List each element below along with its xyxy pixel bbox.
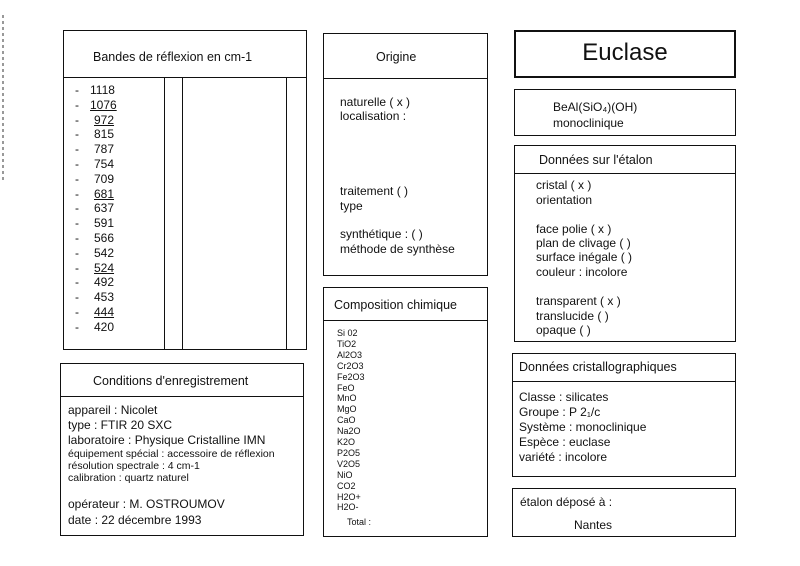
band-value: 1076	[90, 97, 117, 112]
origin-header	[324, 34, 487, 79]
band-value: 1118	[90, 83, 115, 97]
band-bullet: -	[75, 201, 79, 216]
band-bullet: -	[75, 231, 79, 245]
band-bullet: -	[75, 83, 79, 97]
band-row	[75, 216, 115, 231]
space-group-field: Groupe : P 2₁/c	[519, 405, 601, 419]
band-bullet: -	[75, 127, 79, 142]
reflection-bands-title: Bandes de réflexion en cm-1	[93, 50, 253, 64]
band-value: 787	[94, 142, 115, 157]
instrument-type-field: type : FTIR 20 SXC	[68, 418, 173, 432]
band-value: 453	[94, 290, 115, 305]
band-value: 492	[94, 275, 115, 290]
transparent-field: transparent ( x )	[536, 294, 621, 308]
composition-item: H2O+	[337, 491, 361, 502]
composition-item: MgO	[337, 404, 357, 415]
band-bullet: -	[75, 305, 79, 319]
composition-item: FeO	[337, 382, 355, 393]
operator-field: opérateur : M. OSTROUMOV	[68, 497, 225, 511]
laboratory-field: laboratoire : Physique Cristalline IMN	[68, 433, 266, 447]
composition-item: TiO2	[337, 338, 357, 349]
band-value: 444	[94, 305, 115, 319]
class-field: Classe : silicates	[519, 390, 609, 404]
band-value: 420	[94, 319, 115, 334]
deposit-box	[512, 488, 736, 537]
column-divider	[286, 78, 287, 349]
band-row	[75, 305, 115, 320]
band-bullet: -	[75, 157, 79, 171]
band-row	[75, 142, 115, 157]
band-row	[75, 186, 115, 202]
composition-item: CO2	[337, 480, 356, 491]
chemical-composition-panel	[323, 287, 488, 537]
variety-field: variété : incolore	[519, 450, 608, 464]
deposit-place: Nantes	[574, 518, 613, 532]
band-row	[75, 157, 115, 172]
band-row	[75, 171, 115, 187]
band-row	[75, 275, 115, 290]
composition-item: V2O5	[337, 458, 361, 469]
band-row	[75, 319, 115, 335]
band-bullet: -	[75, 260, 79, 275]
calibration-field: calibration : quartz naturel	[68, 472, 189, 484]
crystallographic-data-panel	[512, 353, 736, 477]
band-bullet: -	[75, 290, 79, 305]
date-field: date : 22 décembre 1993	[68, 513, 202, 527]
band-row	[75, 245, 115, 261]
sample-data-title: Données sur l'étalon	[539, 153, 653, 167]
column-divider	[182, 78, 183, 349]
composition-item: MnO	[337, 393, 357, 404]
band-value: 591	[94, 216, 115, 231]
origin-title: Origine	[376, 50, 417, 64]
band-bullet: -	[75, 319, 79, 334]
composition-item: H2O-	[337, 502, 359, 513]
mineral-title-box	[514, 30, 736, 78]
color-field: couleur : incolore	[536, 265, 628, 279]
crystallographic-data-header	[513, 354, 735, 382]
band-value: 524	[94, 260, 115, 275]
recording-conditions-header	[61, 364, 303, 397]
reflection-bands-header	[64, 31, 306, 78]
chemical-formula: BeAl(SiO₄)(OH)	[553, 100, 638, 114]
synthesis-method-field: méthode de synthèse	[340, 242, 455, 256]
sample-data-header	[515, 146, 735, 174]
band-value: 681	[94, 186, 115, 201]
column-divider	[164, 78, 165, 349]
synthetic-field: synthétique : ( )	[340, 227, 423, 241]
band-row	[75, 83, 115, 98]
band-row	[75, 231, 115, 246]
composition-item: CaO	[337, 415, 356, 426]
band-row	[75, 97, 117, 113]
band-bullet: -	[75, 216, 79, 231]
band-bullet: -	[75, 186, 79, 201]
location-field: localisation :	[340, 109, 407, 123]
band-bullet: -	[75, 97, 79, 112]
band-row	[75, 112, 115, 128]
crystallographic-data-title: Données cristallographiques	[519, 360, 677, 374]
formula-box	[514, 89, 736, 136]
species-field: Espèce : euclase	[519, 435, 611, 449]
composition-item: Cr2O3	[337, 360, 364, 371]
composition-item: Na2O	[337, 426, 361, 437]
recording-conditions-title: Conditions d'enregistrement	[93, 374, 249, 388]
treatment-field: traitement ( )	[340, 184, 409, 198]
band-bullet: -	[75, 112, 79, 127]
opaque-field: opaque ( )	[536, 323, 591, 337]
band-row	[75, 290, 115, 305]
composition-item: K2O	[337, 437, 356, 447]
origin-panel	[323, 33, 488, 276]
uneven-surface-field: surface inégale ( )	[536, 250, 633, 264]
total-field: Total :	[347, 517, 372, 527]
crystal-field: cristal ( x )	[536, 178, 592, 192]
type-field: type	[340, 199, 363, 213]
natural-field: naturelle ( x )	[340, 95, 411, 109]
chemical-composition-header	[324, 288, 487, 321]
mineral-name: Euclase	[582, 39, 668, 66]
translucent-field: translucide ( )	[536, 309, 609, 323]
spectral-resolution-field: résolution spectrale : 4 cm-1	[68, 460, 200, 472]
apparatus-field: appareil : Nicolet	[68, 403, 158, 417]
band-value: 542	[94, 245, 115, 260]
sample-data-panel	[514, 145, 736, 342]
band-bullet: -	[75, 275, 79, 290]
chemical-composition-title: Composition chimique	[334, 298, 457, 312]
special-equipment-field: équipement spécial : accessoire de réflexion	[68, 448, 275, 460]
band-row	[75, 260, 115, 276]
crystal-system: monoclinique	[553, 116, 624, 130]
composition-item: Fe2O3	[337, 371, 365, 382]
band-row	[75, 201, 115, 216]
polished-face-field: face polie ( x )	[536, 222, 612, 236]
composition-item: NiO	[337, 469, 353, 480]
band-value: 815	[94, 127, 115, 142]
system-field: Système : monoclinique	[519, 420, 647, 434]
orientation-field: orientation	[536, 193, 593, 207]
composition-item: Al2O3	[337, 349, 363, 360]
scan-edge-artifact	[2, 15, 4, 180]
band-bullet: -	[75, 245, 79, 260]
cleavage-field: plan de clivage ( )	[536, 236, 631, 250]
band-value: 972	[94, 112, 115, 127]
band-value: 709	[94, 171, 115, 186]
band-bullet: -	[75, 142, 79, 157]
band-bullet: -	[75, 171, 79, 186]
reflection-bands-panel	[63, 30, 307, 350]
band-row	[75, 127, 115, 142]
deposit-label: étalon déposé à :	[520, 495, 613, 509]
band-value: 754	[94, 157, 115, 171]
band-value: 566	[94, 231, 115, 245]
recording-conditions-panel	[60, 363, 304, 536]
band-value: 637	[94, 201, 115, 216]
composition-item: Si 02	[337, 328, 358, 338]
composition-item: P2O5	[337, 447, 361, 458]
